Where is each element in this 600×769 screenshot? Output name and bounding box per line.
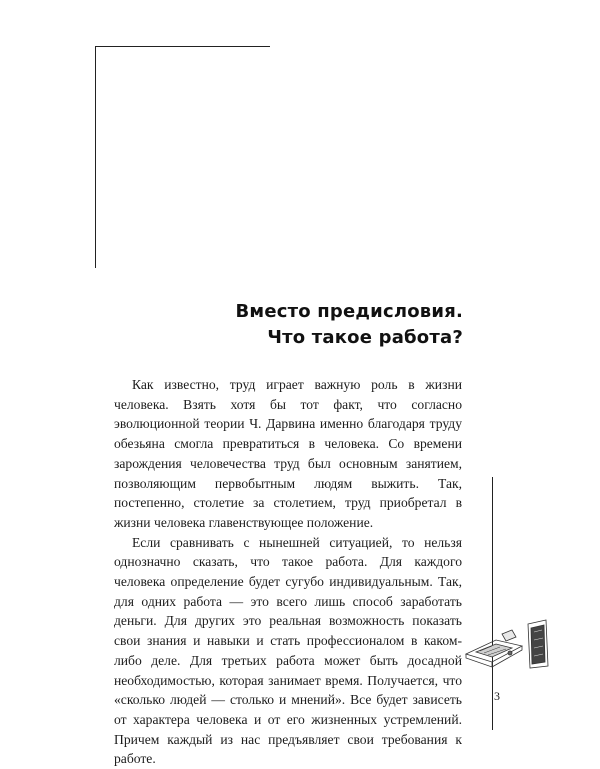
corner-frame-top-rule	[95, 46, 270, 47]
chapter-heading-line-2: Что такое работа?	[267, 327, 463, 348]
chapter-heading	[236, 299, 463, 351]
paragraph-1: Как известно, труд играет важную роль в жизни человека. Взять хотя бы тот факт, что согласно эволюционной теории Ч. Дарвина именно благодаря труду обезьяна смогла превратиться в человека. Со времени зарождения человечества труд был основным занятием, позволяющим первобытным людям выжить. Так, постепенно, столетие за столетием, труд приобретал в жизни человека главенствующее положение.	[114, 377, 462, 530]
paragraph-2: Если сравнивать с нынешней ситуацией, то нельзя однозначно сказать, что такое работа. Для каждого человека определение будет сугубо индивидуальным. Так, для одних работа — это всего лишь способ заработать деньги. Для других это реальная возможность показать свои знания и навыки и стать профессионалом в каком-либо деле. Для третьих работа может быть досадной необходимостью, которая занимает время. Получается, что «сколько людей — столько и мнений». Все будет зависеть от характера человека и от его жизненных устремлений. Причем каждый из нас предъявляет свои требования к работе.	[114, 534, 462, 767]
body-text	[114, 375, 462, 769]
chapter-heading-line-1: Вместо предисловия.	[235, 301, 463, 322]
corner-frame-left-rule	[95, 46, 96, 268]
page-number: 3	[494, 689, 500, 703]
office-sketch-icon	[462, 610, 562, 670]
